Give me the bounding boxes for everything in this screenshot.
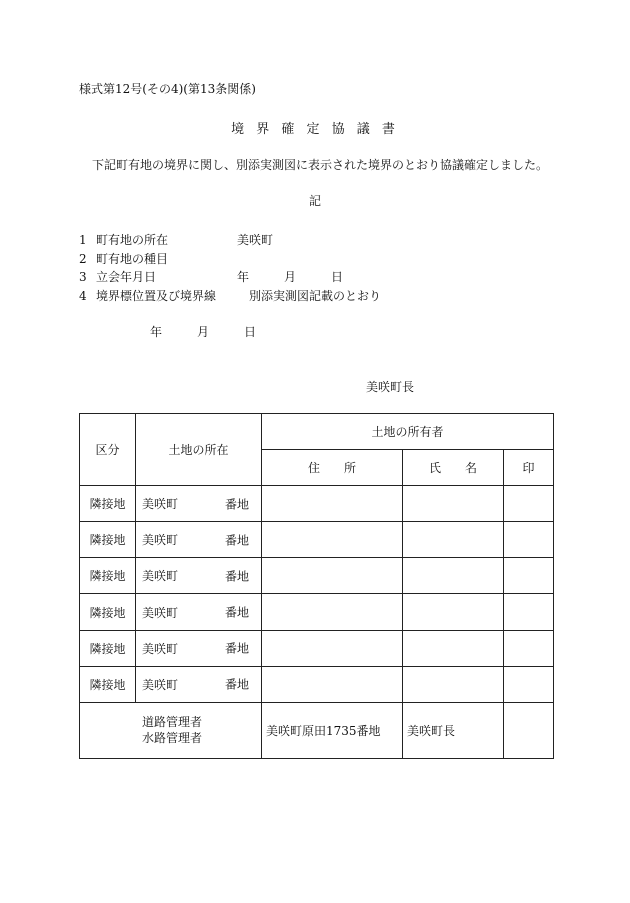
manager-labels (80, 702, 262, 758)
item-location (79, 231, 168, 248)
row-kubun: 隣接地 (80, 522, 136, 558)
header-seal: 印 (504, 450, 554, 486)
table-row (80, 522, 554, 558)
row-ban: 番地 (225, 641, 250, 656)
item-date-year: 年 (237, 270, 250, 284)
item-number: 2 (79, 252, 87, 266)
header-address: 住 所 (262, 450, 403, 486)
item-date (79, 268, 156, 285)
table-row (80, 666, 554, 702)
row-seal-cell[interactable] (504, 666, 554, 702)
item-number: 4 (79, 289, 87, 303)
manager-address: 美咲町原田1735番地 (262, 702, 403, 758)
row-seal-cell[interactable] (504, 558, 554, 594)
row-address-cell[interactable] (262, 630, 403, 666)
row-ban: 番地 (225, 533, 250, 548)
row-town: 美咲町 (142, 497, 179, 512)
row-ban: 番地 (225, 497, 250, 512)
document-title: 境 界 確 定 協 議 書 (231, 122, 399, 137)
form-number: 様式第12号(その4)(第13条関係) (79, 82, 256, 96)
owner-table (79, 413, 554, 759)
row-kubun: 隣接地 (80, 486, 136, 522)
row-location (136, 630, 262, 666)
item-boundary (79, 287, 216, 304)
table-row (80, 558, 554, 594)
road-manager-label: 道路管理者 (142, 715, 203, 730)
header-owner: 土地の所有者 (262, 414, 554, 450)
row-kubun: 隣接地 (80, 594, 136, 630)
row-address-cell[interactable] (262, 558, 403, 594)
row-seal-cell[interactable] (504, 630, 554, 666)
item-label: 境界標位置及び境界線 (96, 289, 217, 303)
row-seal-cell[interactable] (504, 594, 554, 630)
signer: 美咲町長 (366, 380, 415, 394)
document-date-month: 月 (197, 325, 210, 339)
row-seal-cell[interactable] (504, 486, 554, 522)
row-town: 美咲町 (142, 569, 179, 584)
row-address-cell[interactable] (262, 486, 403, 522)
manager-seal-cell[interactable] (504, 702, 554, 758)
item-date-day: 日 (331, 270, 344, 284)
manager-name: 美咲町長 (403, 702, 504, 758)
item-number: 3 (79, 270, 87, 284)
item-label: 立会年月日 (96, 270, 157, 284)
row-town: 美咲町 (142, 605, 179, 620)
row-name-cell[interactable] (403, 630, 504, 666)
row-name-cell[interactable] (403, 594, 504, 630)
row-kubun: 隣接地 (80, 630, 136, 666)
document-date-year: 年 (150, 325, 163, 339)
item-boundary-value: 別添実測図記載のとおり (249, 289, 382, 303)
header-kubun: 区分 (80, 414, 136, 486)
ki-heading: 記 (308, 194, 321, 208)
row-address-cell[interactable] (262, 522, 403, 558)
row-location (136, 594, 262, 630)
row-location (136, 558, 262, 594)
row-kubun: 隣接地 (80, 666, 136, 702)
item-date-month: 月 (284, 270, 297, 284)
table-row (80, 630, 554, 666)
row-town: 美咲町 (142, 641, 179, 656)
row-town: 美咲町 (142, 533, 179, 548)
table-row (80, 594, 554, 630)
header-name: 氏 名 (403, 450, 504, 486)
water-manager-label: 水路管理者 (142, 731, 203, 746)
row-ban: 番地 (225, 605, 250, 620)
row-location (136, 666, 262, 702)
row-ban: 番地 (225, 677, 250, 692)
item-location-value: 美咲町 (237, 233, 274, 247)
row-name-cell[interactable] (403, 486, 504, 522)
item-label: 町有地の種目 (96, 252, 169, 266)
row-kubun: 隣接地 (80, 558, 136, 594)
row-name-cell[interactable] (403, 522, 504, 558)
row-location (136, 522, 262, 558)
manager-row (80, 702, 554, 758)
row-seal-cell[interactable] (504, 522, 554, 558)
row-town: 美咲町 (142, 677, 179, 692)
intro-text: 下記町有地の境界に関し、別添実測図に表示された境界のとおり協議確定しました。 (92, 158, 549, 172)
item-number: 1 (79, 233, 87, 247)
row-location (136, 486, 262, 522)
table-row (80, 486, 554, 522)
header-location: 土地の所在 (136, 414, 262, 486)
item-label: 町有地の所在 (96, 233, 169, 247)
row-ban: 番地 (225, 569, 250, 584)
row-name-cell[interactable] (403, 666, 504, 702)
document-date-day: 日 (244, 325, 257, 339)
row-address-cell[interactable] (262, 666, 403, 702)
row-address-cell[interactable] (262, 594, 403, 630)
item-type (79, 250, 168, 267)
row-name-cell[interactable] (403, 558, 504, 594)
